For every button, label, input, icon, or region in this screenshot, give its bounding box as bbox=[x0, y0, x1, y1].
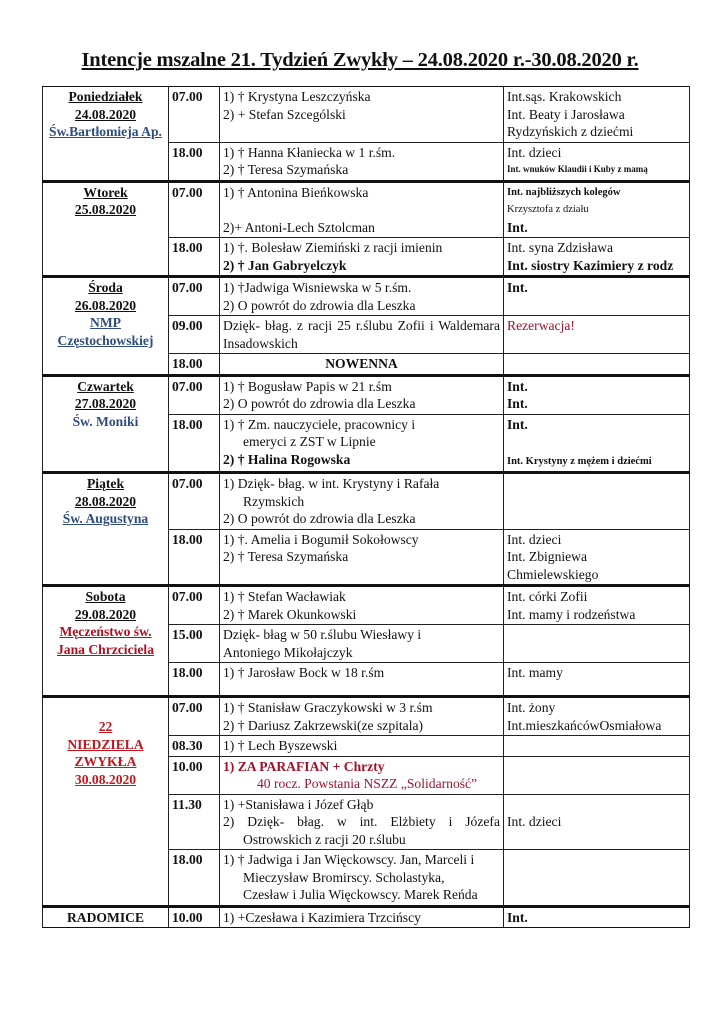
intention: 1) † Zm. nauczyciele, pracownicy i bbox=[223, 416, 416, 432]
notes-cell bbox=[504, 142, 690, 181]
day-cell-tuesday bbox=[43, 181, 169, 277]
intention: 2) O powrót do zdrowia dla Leszka bbox=[223, 396, 416, 411]
notes-cell bbox=[504, 87, 690, 143]
mass-time: 11.30 bbox=[169, 794, 220, 850]
page-title: Intencje mszalne 21. Tydzień Zwykły – 24.08.2020 r.-30.08.2020 r. bbox=[81, 49, 639, 71]
intention: 1) † Hanna Kłaniecka w 1 r.śm. bbox=[223, 144, 396, 160]
note: Rydzyńskich z dziećmi bbox=[507, 124, 634, 139]
note: Int. bbox=[507, 396, 528, 411]
day-date: 26.08.2020 bbox=[74, 297, 137, 313]
mass-time: 10.00 bbox=[169, 756, 220, 794]
notes-cell bbox=[504, 586, 690, 625]
intention: 2) † Dariusz Zakrzewski(ze szpitala) bbox=[223, 717, 424, 733]
note: Int. bbox=[507, 378, 528, 394]
day-name: Piątek bbox=[87, 476, 124, 491]
saint-feast: Św. Moniki bbox=[72, 413, 139, 429]
mass-time: 18.00 bbox=[169, 850, 220, 907]
mass-time: 07.00 bbox=[169, 277, 220, 316]
intention: 1) †Jadwiga Wisniewska w 5 r.śm. bbox=[223, 280, 412, 295]
day-date: 24.08.2020 bbox=[74, 106, 137, 122]
notes-cell bbox=[504, 414, 690, 473]
mass-time: 18.00 bbox=[169, 529, 220, 586]
mass-time: 18.00 bbox=[169, 142, 220, 181]
note: Int. bbox=[507, 909, 528, 925]
intentions-cell bbox=[220, 473, 504, 530]
note: Int. dzieci bbox=[507, 814, 562, 829]
intentions-cell bbox=[220, 625, 504, 663]
intention: 1) † Antonina Bieńkowska bbox=[223, 184, 369, 200]
intention: Dzięk- błag w 50 r.ślubu Wiesławy i bbox=[223, 627, 422, 642]
mass-time: 07.00 bbox=[169, 473, 220, 530]
intentions-cell bbox=[220, 142, 504, 181]
sunday-type: ZWYKŁA bbox=[74, 754, 137, 769]
note: Int. siostry Kazimiery z rodz bbox=[507, 257, 674, 273]
note: Int. dzieci bbox=[507, 531, 562, 547]
intentions-cell bbox=[220, 529, 504, 586]
note: Int. wnuków Klaudii i Kuby z mamą bbox=[507, 164, 648, 174]
saint-feast: Męczeństwo św. Jana Chrzciciela bbox=[56, 624, 155, 657]
day-cell-monday bbox=[43, 87, 169, 182]
intention: 40 rocz. Powstania NSZZ „Solidarność” bbox=[257, 776, 478, 791]
intention: 2) O powrót do zdrowia dla Leszka bbox=[223, 511, 416, 526]
notes-cell bbox=[504, 794, 690, 850]
notes-cell bbox=[504, 850, 690, 907]
day-cell-thursday bbox=[43, 375, 169, 473]
note: Int. najbliższych kolegów bbox=[507, 186, 621, 198]
intention: 2) † Marek Okunkowski bbox=[223, 606, 357, 622]
day-name: Środa bbox=[88, 280, 123, 295]
intentions-cell bbox=[220, 414, 504, 473]
table-row bbox=[43, 181, 690, 238]
note: Int. dzieci bbox=[507, 144, 562, 160]
intention: 1) †. Amelia i Bogumił Sokołowscy bbox=[223, 531, 419, 547]
sunday-label: NIEDZIELA bbox=[67, 736, 144, 752]
table-row bbox=[43, 375, 690, 414]
mass-time: 15.00 bbox=[169, 625, 220, 663]
intentions-cell bbox=[220, 354, 504, 376]
table-row bbox=[43, 697, 690, 736]
sunday-number: 22 bbox=[98, 719, 113, 734]
intention: 1) Dzięk- błag. w int. Krystyny i Rafała bbox=[223, 476, 440, 491]
day-name: Wtorek bbox=[83, 184, 128, 200]
saint-feast: NMP Częstochowskiej bbox=[57, 315, 154, 348]
notes-cell bbox=[504, 625, 690, 663]
intention: Rzymskich bbox=[243, 493, 305, 509]
note: Int. Zbigniewa bbox=[507, 549, 588, 564]
note: Int.sąs. Krakowskich bbox=[507, 89, 622, 104]
note: Int. córki Zofii bbox=[507, 589, 588, 604]
note: Int. Krystyny z mężem i dziećmi bbox=[507, 455, 652, 467]
notes-cell bbox=[504, 375, 690, 414]
mass-time: 07.00 bbox=[169, 375, 220, 414]
day-date: 29.08.2020 bbox=[74, 606, 137, 622]
table-row bbox=[43, 87, 690, 143]
mass-time: 07.00 bbox=[169, 697, 220, 736]
intention: Mieczysław Bromirscy. Scholastyka, bbox=[243, 869, 445, 885]
location-name: RADOMICE bbox=[66, 909, 145, 925]
intention: 1) † Jadwiga i Jan Więckowscy. Jan, Marceli i bbox=[223, 852, 475, 867]
day-date: 28.08.2020 bbox=[74, 493, 137, 509]
intentions-cell bbox=[220, 375, 504, 414]
intentions-cell bbox=[220, 697, 504, 736]
day-cell-wednesday bbox=[43, 277, 169, 376]
intention: Antoniego Mikołajczyk bbox=[223, 644, 353, 660]
note: Int.mieszkańcówOsmiałowa bbox=[507, 717, 662, 733]
table-row bbox=[43, 586, 690, 625]
intention: 1) † Lech Byszewski bbox=[223, 738, 338, 753]
note: Int. mamy bbox=[507, 665, 563, 680]
day-date: 27.08.2020 bbox=[74, 396, 137, 411]
intentions-cell bbox=[220, 663, 504, 697]
intention: 1) † Bogusław Papis w 21 r.śm bbox=[223, 378, 392, 394]
mass-time: 10.00 bbox=[169, 906, 220, 928]
note: Int. mamy i rodzeństwa bbox=[507, 606, 636, 622]
day-cell-saturday bbox=[43, 586, 169, 697]
saint-feast: Św. Augustyna bbox=[62, 511, 149, 526]
mass-intentions-table bbox=[42, 86, 690, 928]
notes-cell bbox=[504, 473, 690, 530]
day-cell-friday bbox=[43, 473, 169, 586]
reservation-note: Rezerwacja! bbox=[507, 318, 575, 333]
intention: Dzięk- błag. z racji 25 r.ślubu Zofii i Waldemara Insadowskich bbox=[223, 318, 500, 351]
intention: 1) ZA PARAFIAN + Chrzty bbox=[223, 758, 385, 774]
mass-time: 07.00 bbox=[169, 87, 220, 143]
day-name: Poniedziałek bbox=[68, 89, 143, 104]
intention: emeryci z ZST w Lipnie bbox=[243, 434, 376, 449]
intentions-cell bbox=[220, 906, 504, 928]
mass-time: 18.00 bbox=[169, 354, 220, 376]
intention: 1) † Jarosław Bock w 18 r.śm bbox=[223, 665, 385, 680]
note: Int. bbox=[507, 280, 528, 295]
intention: 2) † Halina Rogowska bbox=[223, 451, 351, 467]
intention: 1) +Czesława i Kazimiera Trzcińscy bbox=[223, 909, 421, 925]
notes-cell bbox=[504, 663, 690, 697]
intentions-cell bbox=[220, 181, 504, 238]
mass-time: 07.00 bbox=[169, 181, 220, 238]
note: Int. bbox=[507, 416, 528, 432]
notes-cell bbox=[504, 906, 690, 928]
intention: 2) † Jan Gabryelczyk bbox=[223, 257, 347, 273]
notes-cell bbox=[504, 697, 690, 736]
notes-cell bbox=[504, 181, 690, 238]
day-name: Sobota bbox=[85, 589, 126, 604]
intention: 2) † Teresa Szymańska bbox=[223, 162, 349, 177]
intention: 1) † Stanisław Graczykowski w 3 r.śm bbox=[223, 700, 433, 715]
intention: 2) † Teresa Szymańska bbox=[223, 549, 349, 564]
intention: 1) +Stanisława i Józef Głąb bbox=[223, 796, 374, 812]
table-row bbox=[43, 473, 690, 530]
notes-cell bbox=[504, 238, 690, 277]
day-cell-sunday bbox=[43, 697, 169, 907]
intention: 1) † Stefan Wacławiak bbox=[223, 589, 346, 604]
note: Chmielewskiego bbox=[507, 566, 599, 582]
intentions-cell bbox=[220, 586, 504, 625]
notes-cell bbox=[504, 529, 690, 586]
note: Int. bbox=[507, 219, 528, 235]
intentions-cell bbox=[220, 238, 504, 277]
novena-label: NOWENNA bbox=[325, 356, 398, 371]
mass-time: 18.00 bbox=[169, 414, 220, 473]
notes-cell bbox=[504, 316, 690, 354]
intention: 2) Dzięk- błag. w int. Elżbiety i Józefa Ostrowskich z racji 20 r.ślubu bbox=[223, 814, 500, 847]
intentions-cell bbox=[220, 756, 504, 794]
mass-time: 18.00 bbox=[169, 663, 220, 697]
day-date: 30.08.2020 bbox=[74, 771, 137, 787]
mass-time: 08.30 bbox=[169, 736, 220, 757]
intention: 2) O powrót do zdrowia dla Leszka bbox=[223, 297, 416, 313]
mass-time: 18.00 bbox=[169, 238, 220, 277]
note: Int. Beaty i Jarosława bbox=[507, 106, 625, 122]
notes-cell bbox=[504, 756, 690, 794]
intention: 2) + Stefan Szcególski bbox=[223, 106, 346, 122]
intention: 1) †. Bolesław Ziemiński z racji imienin bbox=[223, 240, 443, 255]
mass-time: 07.00 bbox=[169, 586, 220, 625]
intention: 2)+ Antoni-Lech Sztolcman bbox=[223, 219, 375, 235]
intentions-cell bbox=[220, 794, 504, 850]
intentions-cell bbox=[220, 87, 504, 143]
notes-cell bbox=[504, 277, 690, 316]
intentions-cell bbox=[220, 736, 504, 757]
note: Krzysztofa z działu bbox=[507, 204, 589, 215]
day-name: Czwartek bbox=[77, 378, 134, 394]
saint-feast: Św.Bartłomieja Ap. bbox=[49, 124, 162, 139]
intention: Czesław i Julia Więckowscy. Marek Reńda bbox=[243, 887, 478, 902]
table-row bbox=[43, 277, 690, 316]
location-cell-radomice bbox=[43, 906, 169, 928]
day-date: 25.08.2020 bbox=[74, 202, 137, 217]
intentions-cell bbox=[220, 850, 504, 907]
note: Int. żony bbox=[507, 700, 556, 715]
intentions-cell bbox=[220, 316, 504, 354]
notes-cell bbox=[504, 736, 690, 757]
mass-time: 09.00 bbox=[169, 316, 220, 354]
intentions-cell bbox=[220, 277, 504, 316]
note: Int. syna Zdzisława bbox=[507, 240, 614, 255]
table-row bbox=[43, 906, 690, 928]
intention: 1) † Krystyna Leszczyńska bbox=[223, 89, 371, 104]
notes-cell bbox=[504, 354, 690, 376]
